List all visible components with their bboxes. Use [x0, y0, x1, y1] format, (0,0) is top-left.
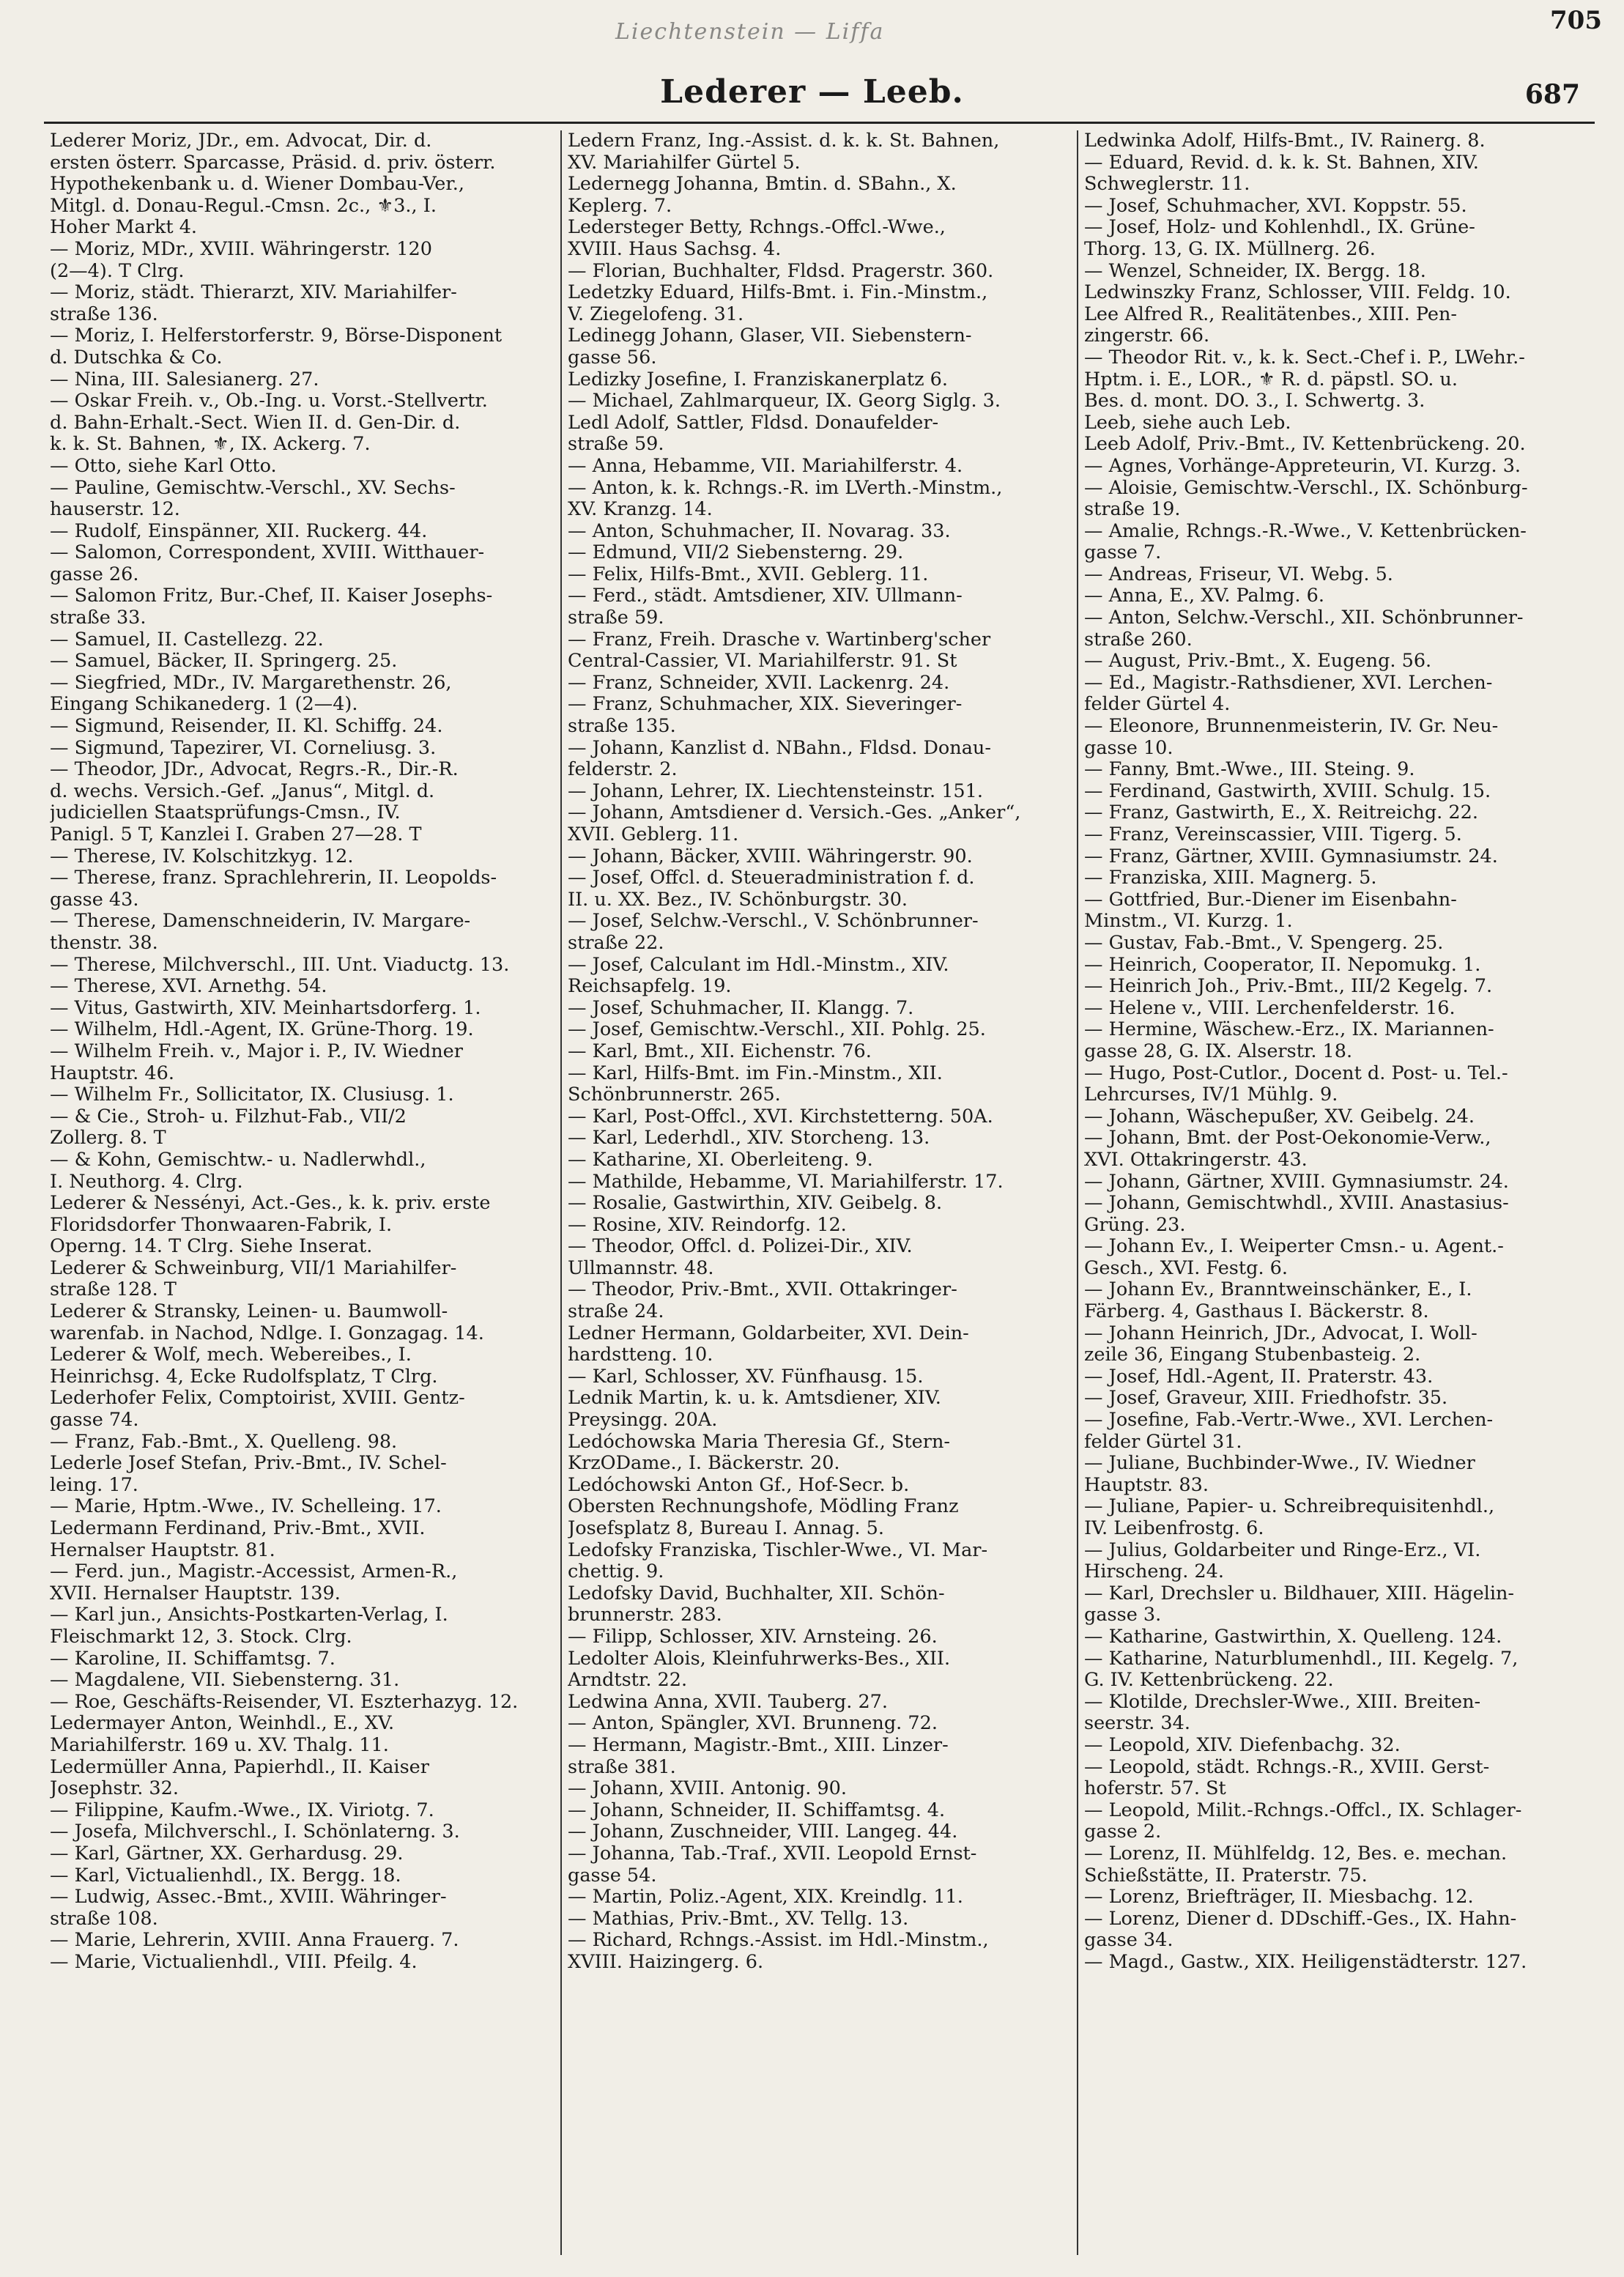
directory-entry-line: Ledetzky Eduard, Hilfs-Bmt. i. Fin.-Minstm.,	[568, 282, 988, 304]
page-number: 687	[1524, 79, 1580, 110]
directory-entry-line: — Michael, Zahlmarqueur, IX. Georg Siglg. 3.	[568, 390, 1001, 412]
directory-entry-line: — Salomon, Correspondent, XVIII. Witthauer-	[50, 542, 485, 564]
directory-entry-line: — Anton, k. k. Rchngs.-R. im LVerth.-Minstm.,	[568, 477, 1003, 499]
directory-entry-line: d. Dutschka & Co.	[50, 347, 223, 369]
directory-entry-line: — Aloisie, Gemischtw.-Verschl., IX. Schönburg-	[1084, 477, 1528, 499]
directory-entry-line: — Therese, Milchverschl., III. Unt. Viaductg. 13.	[50, 954, 510, 976]
directory-entry-line: — Franz, Gärtner, XVIII. Gymnasiumstr. 24.	[1084, 845, 1498, 867]
directory-entry-line: Lederer & Schweinburg, VII/1 Mariahilfer-	[50, 1257, 457, 1279]
directory-entry-line: chettig. 9.	[568, 1561, 664, 1583]
directory-entry-line: Panigl. 5 T, Kanzlei I. Graben 27—28. T	[50, 824, 422, 845]
directory-entry-line: — Josef, Hdl.-Agent, II. Praterstr. 43.	[1084, 1366, 1434, 1388]
directory-entry-line: — Josefine, Fab.-Vertr.-Wwe., XVI. Lerchen-	[1084, 1410, 1494, 1432]
directory-entry-line: — Eleonore, Brunnenmeisterin, IV. Gr. Neu-	[1084, 716, 1499, 738]
directory-entry-line: Ledizky Josefine, I. Franziskanerplatz 6.	[568, 369, 949, 390]
directory-entry-line: Reichsapfelg. 19.	[568, 976, 732, 998]
directory-entry-line: hardstteng. 10.	[568, 1344, 713, 1366]
directory-entry-line: XVIII. Haizingerg. 6.	[568, 1951, 764, 1973]
directory-entry-line: — Therese, franz. Sprachlehrerin, II. Leopolds-	[50, 867, 497, 889]
directory-entry-line: — Josefa, Milchverschl., I. Schönlaterng. 3.	[50, 1821, 460, 1843]
directory-entry-line: Lederhofer Felix, Comptoirist, XVIII. Gentz-	[50, 1388, 465, 1410]
directory-entry-line: — Moriz, städt. Thierarzt, XIV. Mariahilfer-	[50, 282, 457, 304]
directory-entry-line: — Agnes, Vorhänge-Appreteurin, VI. Kurzg. 3.	[1084, 455, 1521, 477]
directory-entry-line: — Helene v., VIII. Lerchenfelderstr. 16.	[1084, 997, 1456, 1019]
directory-entry-line: — Karl, Lederhdl., XIV. Storcheng. 13.	[568, 1128, 930, 1149]
directory-entry-line: — Karl, Hilfs-Bmt. im Fin.-Minstm., XII.	[568, 1062, 943, 1084]
directory-entry-line: gasse 7.	[1084, 542, 1162, 564]
directory-entry-line: — Juliane, Papier- u. Schreibrequisitenhdl.,	[1084, 1496, 1495, 1518]
directory-entry-line: — Gustav, Fab.-Bmt., V. Spengerg. 25.	[1084, 932, 1444, 954]
directory-entry-line: k. k. St. Bahnen, ⚜, IX. Ackerg. 7.	[50, 434, 371, 456]
directory-entry-line: Josephstr. 32.	[50, 1778, 179, 1800]
directory-entry-line: — Rosine, XIV. Reindorfg. 12.	[568, 1214, 847, 1236]
directory-entry-line: — Leopold, XIV. Diefenbachg. 32.	[1084, 1734, 1401, 1756]
directory-entry-line: — Lorenz, II. Mühlfeldg. 12, Bes. e. mechan.	[1084, 1843, 1508, 1865]
directory-entry-line: Ledwina Anna, XVII. Tauberg. 27.	[568, 1691, 889, 1713]
directory-entry-line: straße 381.	[568, 1756, 676, 1778]
directory-entry-line: straße 19.	[1084, 499, 1181, 521]
directory-entry-line: — Josef, Selchw.-Verschl., V. Schönbrunner-	[568, 911, 979, 933]
directory-entry-line: — Gottfried, Bur.-Diener im Eisenbahn-	[1084, 889, 1457, 911]
directory-entry-line: — Leopold, städt. Rchngs.-R., XVIII. Gerst-	[1084, 1756, 1490, 1778]
directory-entry-line: — Edmund, VII/2 Siebensterng. 29.	[568, 542, 904, 564]
directory-entry-line: — Julius, Goldarbeiter und Ringe-Erz., VI.	[1084, 1539, 1481, 1561]
directory-entry-line: Minstm., VI. Kurzg. 1.	[1084, 911, 1293, 933]
directory-entry-line: Fleischmarkt 12, 3. Stock. Clrg.	[50, 1626, 352, 1648]
directory-entry-line: — Karoline, II. Schiffamtsg. 7.	[50, 1648, 335, 1670]
directory-entry-line: — Martin, Poliz.-Agent, XIX. Kreindlg. 11.	[568, 1887, 963, 1908]
directory-entry-line: Obersten Rechnungshofe, Mödling Franz	[568, 1496, 959, 1518]
directory-entry-line: I. Neuthorg. 4. Clrg.	[50, 1171, 243, 1193]
directory-entry-line: — Karl, Drechsler u. Bildhauer, XIII. Hägelin-	[1084, 1582, 1515, 1604]
column-right	[1077, 130, 1593, 2255]
directory-entry-line: — Karl, Post-Offcl., XVI. Kirchstetterng. 50A.	[568, 1106, 993, 1128]
directory-entry-line: — Johann, Schneider, II. Schiffamtsg. 4.	[568, 1799, 946, 1821]
directory-entry-line: — Sigmund, Tapezirer, VI. Corneliusg. 3.	[50, 737, 437, 759]
directory-entry-line: brunnerstr. 283.	[568, 1604, 722, 1626]
directory-entry-line: Mitgl. d. Donau-Regul.-Cmsn. 2c., ⚜3., I.	[50, 195, 437, 217]
directory-entry-line: IV. Leibenfrostg. 6.	[1084, 1518, 1264, 1539]
directory-entry-line: — Karl, Victualienhdl., IX. Bergg. 18.	[50, 1865, 401, 1887]
directory-entry-line: — Theodor, Priv.-Bmt., XVII. Ottakringer-	[568, 1279, 957, 1301]
directory-entry-line: Ledern Franz, Ing.-Assist. d. k. k. St. Bahnen,	[568, 130, 1000, 152]
directory-entry-line: Thorg. 13, G. IX. Müllnerg. 26.	[1084, 238, 1376, 260]
directory-entry-line: Färberg. 4, Gasthaus I. Bäckerstr. 8.	[1084, 1301, 1429, 1323]
directory-entry-line: — August, Priv.-Bmt., X. Eugeng. 56.	[1084, 651, 1432, 673]
directory-entry-line: — Heinrich Joh., Priv.-Bmt., III/2 Kegelg. 7.	[1084, 976, 1493, 998]
directory-entry-line: zingerstr. 66.	[1084, 325, 1210, 347]
directory-entry-line: Ledl Adolf, Sattler, Fldsd. Donaufelder-	[568, 412, 939, 434]
directory-entry-line: Ledinegg Johann, Glaser, VII. Siebenstern-	[568, 325, 972, 347]
directory-entry-line: Lederle Josef Stefan, Priv.-Bmt., IV. Schel-	[50, 1453, 447, 1475]
directory-entry-line: — Anna, E., XV. Palmg. 6.	[1084, 585, 1324, 607]
directory-entry-line: G. IV. Kettenbrückeng. 22.	[1084, 1670, 1334, 1692]
directory-entry-line: — Johann, Bäcker, XVIII. Währingerstr. 90.	[568, 845, 973, 867]
directory-entry-line: — Josef, Graveur, XIII. Friedhofstr. 35.	[1084, 1388, 1448, 1410]
directory-entry-line: Keplerg. 7.	[568, 195, 672, 217]
directory-entry-line: — & Kohn, Gemischtw.- u. Nadlerwhdl.,	[50, 1149, 426, 1171]
directory-entry-line: Mariahilferstr. 169 u. XV. Thalg. 11.	[50, 1734, 389, 1756]
directory-entry-line: Ledóchowska Maria Theresia Gf., Stern-	[568, 1431, 951, 1453]
directory-entry-line: — Johann, Wäschepußer, XV. Geibelg. 24.	[1084, 1106, 1475, 1128]
directory-entry-line: — Felix, Hilfs-Bmt., XVII. Geblerg. 11.	[568, 563, 929, 585]
directory-entry-line: XVII. Hernalser Hauptstr. 139.	[50, 1582, 341, 1604]
directory-entry-line: — Leopold, Milit.-Rchngs.-Offcl., IX. Schlager-	[1084, 1799, 1522, 1821]
directory-entry-line: Hypothekenbank u. d. Wiener Dombau-Ver.,	[50, 174, 464, 196]
directory-entry-line: gasse 74.	[50, 1410, 139, 1432]
directory-entry-line: d. Bahn-Erhalt.-Sect. Wien II. d. Gen-Dir. d.	[50, 412, 461, 434]
directory-entry-line: Ledofsky David, Buchhalter, XII. Schön-	[568, 1582, 945, 1604]
directory-entry-line: gasse 54.	[568, 1865, 657, 1887]
directory-entry-line: Central-Cassier, VI. Mariahilferstr. 91. St	[568, 651, 957, 673]
directory-entry-line: — Klotilde, Drechsler-Wwe., XIII. Breiten-	[1084, 1691, 1481, 1713]
directory-entry-line: straße 59.	[568, 607, 664, 629]
directory-entry-line: Grüng. 23.	[1084, 1214, 1186, 1236]
directory-entry-line: Lederer & Wolf, mech. Webereibes., I.	[50, 1344, 412, 1366]
directory-entry-line: — Therese, XVI. Arnethg. 54.	[50, 976, 327, 998]
directory-entry-line: — & Cie., Stroh- u. Filzhut-Fab., VII/2	[50, 1106, 407, 1128]
directory-entry-line: — Rosalie, Gastwirthin, XIV. Geibelg. 8.	[568, 1193, 943, 1215]
directory-entry-line: — Marie, Victualienhdl., VIII. Pfeilg. 4.	[50, 1951, 418, 1973]
directory-entry-line: Schönbrunnerstr. 265.	[568, 1084, 781, 1106]
directory-entry-line: Josefsplatz 8, Bureau I. Annag. 5.	[568, 1518, 884, 1539]
directory-entry-line: — Johann, Gärtner, XVIII. Gymnasiumstr. 24.	[1084, 1171, 1509, 1193]
directory-entry-line: Operng. 14. T Clrg. Siehe Inserat.	[50, 1236, 373, 1258]
directory-entry-line: — Theodor, JDr., Advocat, Regrs.-R., Dir.-R.	[50, 759, 459, 781]
directory-entry-line: Hirscheng. 24.	[1084, 1561, 1224, 1583]
directory-entry-line: — Johann, Kanzlist d. NBahn., Fldsd. Donau-	[568, 737, 991, 759]
directory-entry-line: gasse 56.	[568, 347, 657, 369]
directory-entry-line: — Hermine, Wäschew.-Erz., IX. Mariannen-	[1084, 1019, 1494, 1041]
directory-entry-line: gasse 28, G. IX. Alserstr. 18.	[1084, 1040, 1353, 1062]
directory-entry-line: hoferstr. 57. St	[1084, 1778, 1226, 1800]
directory-entry-line: Hauptstr. 83.	[1084, 1474, 1209, 1496]
directory-entry-line: — Franz, Vereinscassier, VIII. Tigerg. 5.	[1084, 824, 1462, 845]
directory-entry-line: — Therese, IV. Kolschitzkyg. 12.	[50, 845, 354, 867]
directory-entry-line: (2—4). T Clrg.	[50, 260, 185, 282]
directory-entry-line: — Samuel, II. Castellezg. 22.	[50, 629, 324, 651]
directory-entry-line: — Karl jun., Ansichts-Postkarten-Verlag, I.	[50, 1604, 448, 1626]
directory-entry-line: Lederer & Stransky, Leinen- u. Baumwoll-	[50, 1301, 448, 1323]
directory-entry-line: — Johann Ev., Branntweinschänker, E., I.	[1084, 1279, 1472, 1301]
directory-entry-line: felder Gürtel 31.	[1084, 1431, 1242, 1453]
directory-entry-line: seerstr. 34.	[1084, 1713, 1190, 1735]
directory-entry-line: straße 59.	[568, 434, 664, 456]
directory-entry-line: — Josef, Schuhmacher, II. Klangg. 7.	[568, 997, 914, 1019]
directory-entry-line: — Theodor Rit. v., k. k. Sect.-Chef i. P., LWehr.-	[1084, 347, 1525, 369]
directory-entry-line: Schießstätte, II. Praterstr. 75.	[1084, 1865, 1368, 1887]
directory-entry-line: Schweglerstr. 11.	[1084, 174, 1250, 196]
directory-entry-line: Hernalser Hauptstr. 81.	[50, 1539, 275, 1561]
directory-entry-line: Hoher Markt 4.	[50, 217, 198, 239]
directory-entry-line: — Johann, XVIII. Antonig. 90.	[568, 1778, 847, 1800]
directory-entry-line: Ledernegg Johanna, Bmtin. d. SBahn., X.	[568, 174, 957, 196]
directory-entry-line: — Wilhelm Fr., Sollicitator, IX. Clusiusg. 1.	[50, 1084, 454, 1106]
directory-entry-line: — Sigmund, Reisender, II. Kl. Schiffg. 24.	[50, 716, 443, 738]
directory-entry-line: Arndtstr. 22.	[568, 1670, 688, 1692]
directory-entry-line: d. wechs. Versich.-Gef. „Janus“, Mitgl. d.	[50, 780, 435, 802]
directory-entry-line: felder Gürtel 4.	[1084, 694, 1231, 716]
directory-entry-line: — Johann Ev., I. Weiperter Cmsn.- u. Agent.-	[1084, 1236, 1504, 1258]
directory-entry-line: — Josef, Offcl. d. Steueradministration f. d.	[568, 867, 975, 889]
directory-entry-line: — Oskar Freih. v., Ob.-Ing. u. Vorst.-Stellvertr.	[50, 390, 488, 412]
directory-entry-line: — Richard, Rchngs.-Assist. im Hdl.-Minstm.,	[568, 1930, 989, 1952]
directory-entry-line: Bes. d. mont. DO. 3., I. Schwertg. 3.	[1084, 390, 1425, 412]
directory-entry-line: gasse 2.	[1084, 1821, 1162, 1843]
directory-entry-line: — Filippine, Kaufm.-Wwe., IX. Viriotg. 7.	[50, 1799, 434, 1821]
directory-entry-line: judiciellen Staatsprüfungs-Cmsn., IV.	[50, 802, 401, 824]
column-middle	[560, 130, 1077, 2255]
directory-entry-line: gasse 3.	[1084, 1604, 1162, 1626]
directory-entry-line: — Rudolf, Einspänner, XII. Ruckerg. 44.	[50, 520, 428, 542]
directory-entry-line: — Eduard, Revid. d. k. k. St. Bahnen, XIV.	[1084, 152, 1479, 174]
directory-entry-line: — Siegfried, MDr., IV. Margarethenstr. 26,	[50, 672, 452, 694]
directory-entry-line: Ullmannstr. 48.	[568, 1257, 714, 1279]
directory-entry-line: — Wilhelm Freih. v., Major i. P., IV. Wiedner	[50, 1040, 463, 1062]
directory-entry-line: Hptm. i. E., LOR., ⚜ R. d. päpstl. SO. u.	[1084, 369, 1458, 390]
header-rule	[44, 122, 1595, 124]
directory-entry-line: Leeb, siehe auch Leb.	[1084, 412, 1291, 434]
directory-entry-line: straße 33.	[50, 607, 147, 629]
directory-entry-line: — Josef, Schuhmacher, XVI. Koppstr. 55.	[1084, 195, 1467, 217]
directory-entry-line: — Lorenz, Briefträger, II. Miesbachg. 12.	[1084, 1887, 1474, 1908]
directory-entry-line: thenstr. 38.	[50, 932, 158, 954]
directory-entry-line: — Johann, Gemischtwhdl., XVIII. Anastasius-	[1084, 1193, 1509, 1215]
directory-entry-line: hauserstr. 12.	[50, 499, 180, 521]
directory-entry-line: — Nina, III. Salesianerg. 27.	[50, 369, 319, 390]
directory-entry-line: — Wilhelm, Hdl.-Agent, IX. Grüne-Thorg. 19.	[50, 1019, 474, 1041]
directory-entry-line: straße 22.	[568, 932, 664, 954]
directory-entry-line: — Johann, Bmt. der Post-Oekonomie-Verw.,	[1084, 1128, 1491, 1149]
directory-entry-line: Floridsdorfer Thonwaaren-Fabrik, I.	[50, 1214, 393, 1236]
directory-entry-line: — Hermann, Magistr.-Bmt., XIII. Linzer-	[568, 1734, 949, 1756]
directory-entry-line: — Johann, Amtsdiener d. Versich.-Ges. „Anker“,	[568, 802, 1021, 824]
previous-page-bleed: Liechtenstein — Liffa	[615, 19, 885, 45]
directory-entry-line: — Amalie, Rchngs.-R.-Wwe., V. Kettenbrücken-	[1084, 520, 1527, 542]
directory-entry-line: — Filipp, Schlosser, XIV. Arnsteing. 26.	[568, 1626, 938, 1648]
directory-entry-line: gasse 34.	[1084, 1930, 1173, 1952]
directory-entry-line: Leeb Adolf, Priv.-Bmt., IV. Kettenbrückeng. 20.	[1084, 434, 1526, 456]
directory-entry-line: Ledolter Alois, Kleinfuhrwerks-Bes., XII.	[568, 1648, 951, 1670]
page-header	[44, 73, 1580, 117]
directory-entry-line: Zollerg. 8. T	[50, 1128, 166, 1149]
directory-entry-line: — Wenzel, Schneider, IX. Bergg. 18.	[1084, 260, 1426, 282]
directory-entry-line: straße 24.	[568, 1301, 664, 1323]
directory-entry-line: — Anton, Selchw.-Verschl., XII. Schönbrunner-	[1084, 607, 1524, 629]
directory-entry-line: Lehrcurses, IV/1 Mühlg. 9.	[1084, 1084, 1338, 1106]
directory-entry-line: Gesch., XVI. Festg. 6.	[1084, 1257, 1289, 1279]
directory-entry-line: — Karl, Schlosser, XV. Fünfhausg. 15.	[568, 1366, 924, 1388]
directory-entry-line: — Johanna, Tab.-Traf., XVII. Leopold Ernst-	[568, 1843, 977, 1865]
directory-entry-line: — Franz, Freih. Drasche v. Wartinberg'scher	[568, 629, 991, 651]
directory-entry-line: KrzODame., I. Bäckerstr. 20.	[568, 1453, 840, 1475]
directory-entry-line: V. Ziegelofeng. 31.	[568, 303, 744, 325]
directory-entry-line: — Magdalene, VII. Siebensterng. 31.	[50, 1670, 400, 1692]
directory-entry-line: — Heinrich, Cooperator, II. Nepomukg. 1.	[1084, 954, 1481, 976]
directory-entry-line: — Johann, Lehrer, IX. Liechtensteinstr. 151.	[568, 780, 983, 802]
column-left	[44, 130, 560, 2255]
directory-entry-line: — Otto, siehe Karl Otto.	[50, 455, 277, 477]
directory-entry-line: Ledermayer Anton, Weinhdl., E., XV.	[50, 1713, 395, 1735]
directory-entry-line: — Anton, Schuhmacher, II. Novarag. 33.	[568, 520, 951, 542]
directory-entry-line: Heinrichsg. 4, Ecke Rudolfsplatz, T Clrg.	[50, 1366, 438, 1388]
directory-entry-line: zeile 36, Eingang Stubenbasteig. 2.	[1084, 1344, 1421, 1366]
directory-entry-line: — Pauline, Gemischtw.-Verschl., XV. Sechs-	[50, 477, 456, 499]
directory-entry-line: — Therese, Damenschneiderin, IV. Margare-	[50, 911, 471, 933]
directory-entry-line: warenfab. in Nachod, Ndlge. I. Gonzagag. 14.	[50, 1322, 484, 1344]
directory-entry-line: — Anton, Spängler, XVI. Brunneng. 72.	[568, 1713, 938, 1735]
directory-entry-line: straße 260.	[1084, 629, 1193, 651]
directory-entry-line: — Juliane, Buchbinder-Wwe., IV. Wiedner	[1084, 1453, 1475, 1475]
directory-entry-line: leing. 17.	[50, 1474, 138, 1496]
directory-entry-line: Ledwinka Adolf, Hilfs-Bmt., IV. Rainerg. 8.	[1084, 130, 1486, 152]
directory-entry-line: straße 108.	[50, 1908, 158, 1930]
directory-entry-line: Lederer & Nessényi, Act.-Ges., k. k. priv. erste	[50, 1193, 491, 1215]
directory-entry-line: Preysingg. 20A.	[568, 1410, 718, 1432]
directory-entry-line: straße 136.	[50, 303, 158, 325]
directory-entry-line: — Ferd., städt. Amtsdiener, XIV. Ullmann-	[568, 585, 963, 607]
directory-entry-line: — Ludwig, Assec.-Bmt., XVIII. Währinger-	[50, 1887, 447, 1908]
directory-entry-line: Ledner Hermann, Goldarbeiter, XVI. Dein-	[568, 1322, 969, 1344]
directory-entry-line: — Ferd. jun., Magistr.-Accessist, Armen-R.,	[50, 1561, 458, 1583]
directory-entry-line: — Ed., Magistr.-Rathsdiener, XVI. Lerchen-	[1084, 672, 1493, 694]
directory-entry-line: — Johann, Zuschneider, VIII. Langeg. 44.	[568, 1821, 958, 1843]
directory-entry-line: XVI. Ottakringerstr. 43.	[1084, 1149, 1308, 1171]
directory-entry-line: ersten österr. Sparcasse, Präsid. d. priv. österr.	[50, 152, 496, 174]
directory-entry-line: — Josef, Calculant im Hdl.-Minstm., XIV.	[568, 954, 949, 976]
directory-entry-line: gasse 10.	[1084, 737, 1173, 759]
directory-entry-line: — Florian, Buchhalter, Fldsd. Pragerstr. 360.	[568, 260, 994, 282]
entry-columns	[44, 130, 1593, 2255]
directory-entry-line: XVIII. Haus Sachsg. 4.	[568, 238, 782, 260]
directory-entry-line: Ledermüller Anna, Papierhdl., II. Kaiser	[50, 1756, 429, 1778]
directory-entry-line: gasse 43.	[50, 889, 139, 911]
directory-entry-line: — Karl, Gärtner, XX. Gerhardusg. 29.	[50, 1843, 404, 1865]
directory-entry-line: — Lorenz, Diener d. DDschiff.-Ges., IX. Hahn-	[1084, 1908, 1517, 1930]
directory-entry-line: straße 128. T	[50, 1279, 177, 1301]
directory-entry-line: — Josef, Gemischtw.-Verschl., XII. Pohlg. 25.	[568, 1019, 986, 1041]
directory-entry-line: Lederer Moriz, JDr., em. Advocat, Dir. d.	[50, 130, 432, 152]
directory-entry-line: Ledofsky Franziska, Tischler-Wwe., VI. Mar-	[568, 1539, 988, 1561]
directory-entry-line: — Fanny, Bmt.-Wwe., III. Steing. 9.	[1084, 759, 1415, 781]
directory-entry-line: — Theodor, Offcl. d. Polizei-Dir., XIV.	[568, 1236, 913, 1258]
directory-entry-line: Eingang Schikanederg. 1 (2—4).	[50, 694, 358, 716]
directory-entry-line: gasse 26.	[50, 563, 139, 585]
directory-entry-line: — Ferdinand, Gastwirth, XVIII. Schulg. 15.	[1084, 780, 1491, 802]
directory-entry-line: II. u. XX. Bez., IV. Schönburgstr. 30.	[568, 889, 908, 911]
directory-entry-line: Ledwinszky Franz, Schlosser, VIII. Feldg. 10.	[1084, 282, 1511, 304]
directory-entry-line: — Franz, Schneider, XVII. Lackenrg. 24.	[568, 672, 950, 694]
directory-entry-line: — Franz, Schuhmacher, XIX. Sieveringer-	[568, 694, 963, 716]
directory-entry-line: — Moriz, I. Helferstorferstr. 9, Börse-Disponent	[50, 325, 503, 347]
directory-entry-line: Lednik Martin, k. u. k. Amtsdiener, XIV.	[568, 1388, 941, 1410]
directory-entry-line: — Marie, Lehrerin, XVIII. Anna Frauerg. 7.	[50, 1930, 459, 1952]
directory-entry-line: — Magd., Gastw., XIX. Heiligenstädterstr. 127.	[1084, 1951, 1527, 1973]
directory-entry-line: — Samuel, Bäcker, II. Springerg. 25.	[50, 651, 398, 673]
directory-entry-line: — Salomon Fritz, Bur.-Chef, II. Kaiser Josephs-	[50, 585, 493, 607]
directory-entry-line: — Johann Heinrich, JDr., Advocat, I. Woll-	[1084, 1322, 1477, 1344]
directory-entry-line: XV. Mariahilfer Gürtel 5.	[568, 152, 801, 174]
directory-entry-line: — Katharine, Gastwirthin, X. Quelleng. 124.	[1084, 1626, 1502, 1648]
top-page-number: 705	[1550, 6, 1602, 35]
directory-entry-line: — Moriz, MDr., XVIII. Währingerstr. 120	[50, 238, 432, 260]
directory-entry-line: — Hugo, Post-Cutlor., Docent d. Post- u. Tel.-	[1084, 1062, 1508, 1084]
directory-entry-line: — Katharine, XI. Oberleiteng. 9.	[568, 1149, 873, 1171]
page-title: Lederer — Leeb.	[660, 73, 964, 111]
directory-entry-line: — Katharine, Naturblumenhdl., III. Kegelg. 7,	[1084, 1648, 1519, 1670]
directory-entry-line: felderstr. 2.	[568, 759, 678, 781]
directory-entry-line: — Josef, Holz- und Kohlenhdl., IX. Grüne-	[1084, 217, 1475, 239]
directory-entry-line: Hauptstr. 46.	[50, 1062, 174, 1084]
directory-entry-line: — Mathilde, Hebamme, VI. Mariahilferstr. 17.	[568, 1171, 1004, 1193]
directory-entry-line: — Mathias, Priv.-Bmt., XV. Tellg. 13.	[568, 1908, 909, 1930]
directory-entry-line: — Roe, Geschäfts-Reisender, VI. Eszterhazyg. 12.	[50, 1691, 519, 1713]
directory-entry-line: — Anna, Hebamme, VII. Mariahilferstr. 4.	[568, 455, 963, 477]
directory-entry-line: Ledersteger Betty, Rchngs.-Offcl.-Wwe.,	[568, 217, 946, 239]
directory-entry-line: — Karl, Bmt., XII. Eichenstr. 76.	[568, 1040, 872, 1062]
directory-entry-line: Lee Alfred R., Realitätenbes., XIII. Pen-	[1084, 303, 1458, 325]
directory-entry-line: Ledóchowski Anton Gf., Hof-Secr. b.	[568, 1474, 910, 1496]
directory-entry-line: — Franziska, XIII. Magnerg. 5.	[1084, 867, 1377, 889]
directory-entry-line: — Marie, Hptm.-Wwe., IV. Schelleing. 17.	[50, 1496, 442, 1518]
directory-entry-line: — Vitus, Gastwirth, XIV. Meinhartsdorferg. 1.	[50, 997, 481, 1019]
directory-entry-line: — Franz, Fab.-Bmt., X. Quelleng. 98.	[50, 1431, 398, 1453]
directory-entry-line: XV. Kranzg. 14.	[568, 499, 713, 521]
directory-entry-line: — Andreas, Friseur, VI. Webg. 5.	[1084, 563, 1393, 585]
directory-entry-line: — Franz, Gastwirth, E., X. Reitreichg. 22.	[1084, 802, 1478, 824]
directory-entry-line: XVII. Geblerg. 11.	[568, 824, 739, 845]
directory-entry-line: Ledermann Ferdinand, Priv.-Bmt., XVII.	[50, 1518, 426, 1539]
directory-entry-line: straße 135.	[568, 716, 676, 738]
